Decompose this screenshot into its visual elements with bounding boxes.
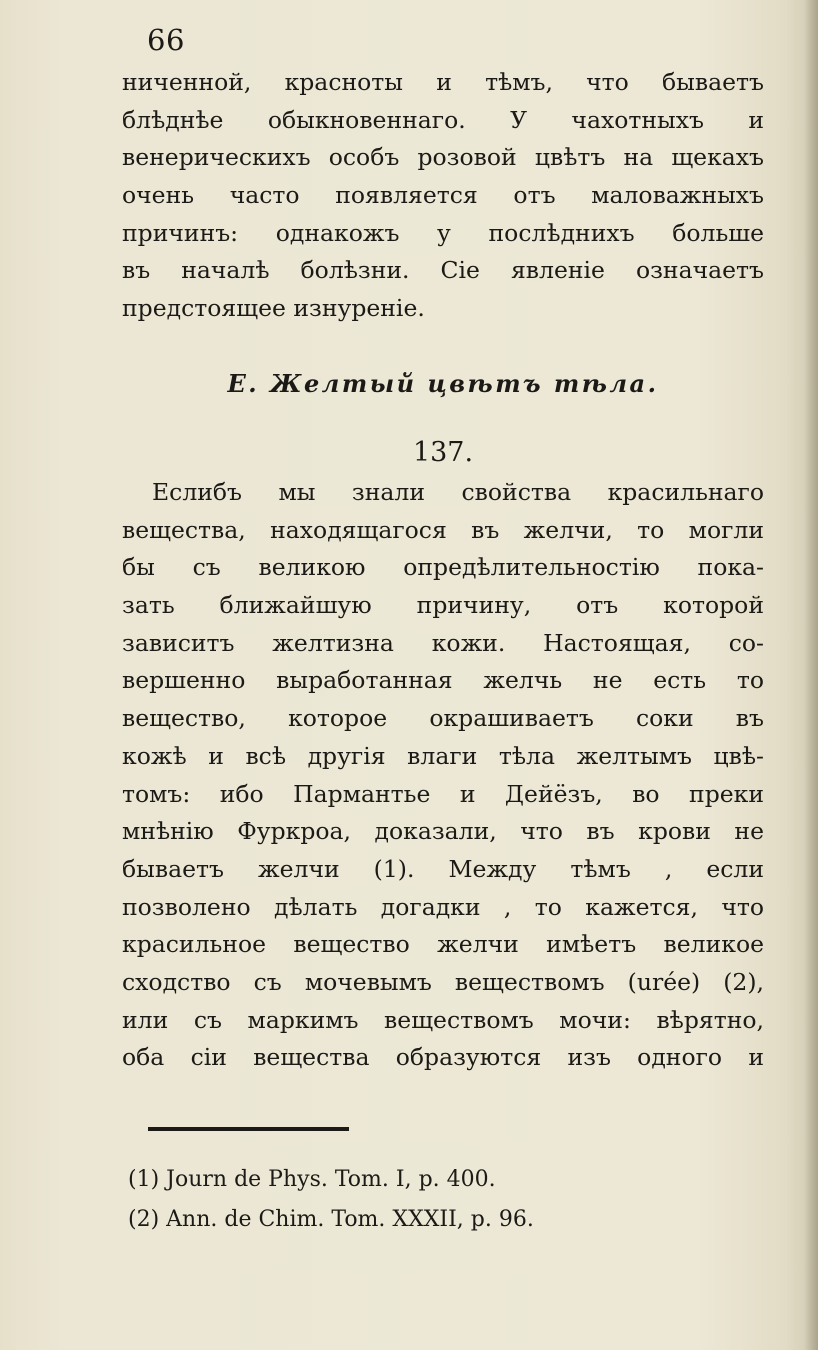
text-line: вершенно выработанная желчь не есть то <box>122 666 764 695</box>
text-line: зать ближайшую причину, отъ которой <box>122 591 764 620</box>
main-paragraph <box>122 474 764 1077</box>
text-line: ниченной, красноты и тѣмъ, что бываетъ <box>122 68 764 96</box>
page-edge-shadow <box>804 0 818 1350</box>
text-line: оба сіи вещества образуются изъ одного и <box>122 1043 764 1072</box>
text-line: вещества, находящагося въ желчи, то могли <box>122 515 764 544</box>
text-line: предстоящее изнуреніе. <box>122 294 425 323</box>
text-line: Еслибъ мы знали свойства красильнаго <box>152 478 764 506</box>
text-line: вещество, которое окрашиваетъ соки въ <box>122 704 764 733</box>
paragraph-number: 137. <box>412 437 474 468</box>
text-line: въ началѣ болѣзни. Сіе явленіе означаетъ <box>122 256 764 285</box>
footnotes <box>128 1160 648 1240</box>
section-heading: Е. Желтый цвѣтъ тѣла. <box>227 369 659 398</box>
text-line: венерическихъ особъ розовой цвѣтъ на щекахъ <box>122 143 764 172</box>
text-line: очень часто появляется отъ маловажныхъ <box>122 181 764 210</box>
text-line: мнѣнію Фуркроа, доказали, что въ крови не <box>122 817 764 846</box>
text-line: томъ: ибо Пармантье и Дейёзъ, во преки <box>122 779 764 808</box>
text-line: позволено дѣлать догадки , то кажется, что <box>122 892 764 921</box>
text-line: сходство съ мочевымъ веществомъ (urée) (2), <box>122 967 764 996</box>
page-number: 66 <box>147 23 185 57</box>
text-line: или съ маркимъ веществомъ мочи: вѣрятно, <box>122 1005 764 1034</box>
footnote: (2) Ann. de Chim. Tom. XXXII, p. 96. <box>128 1207 534 1232</box>
text-line: зависитъ желтизна кожи. Настоящая, со- <box>122 628 764 657</box>
text-line: кожѣ и всѣ другія влаги тѣла желтымъ цвѣ- <box>122 741 764 770</box>
intro-paragraph <box>122 64 764 328</box>
text-line: бываетъ желчи (1). Между тѣмъ , если <box>122 854 764 883</box>
text-line: причинъ: однакожъ у послѣднихъ больше <box>122 218 764 247</box>
text-line: красильное вещество желчи имѣетъ великое <box>122 930 764 959</box>
footnote: (1) Journ de Phys. Tom. I, p. 400. <box>128 1167 496 1192</box>
footnote-separator <box>148 1127 349 1131</box>
text-line: блѣднѣе обыкновеннаго. У чахотныхъ и <box>122 105 764 134</box>
text-line: бы съ великою опредѣлительностію пока- <box>122 553 764 582</box>
